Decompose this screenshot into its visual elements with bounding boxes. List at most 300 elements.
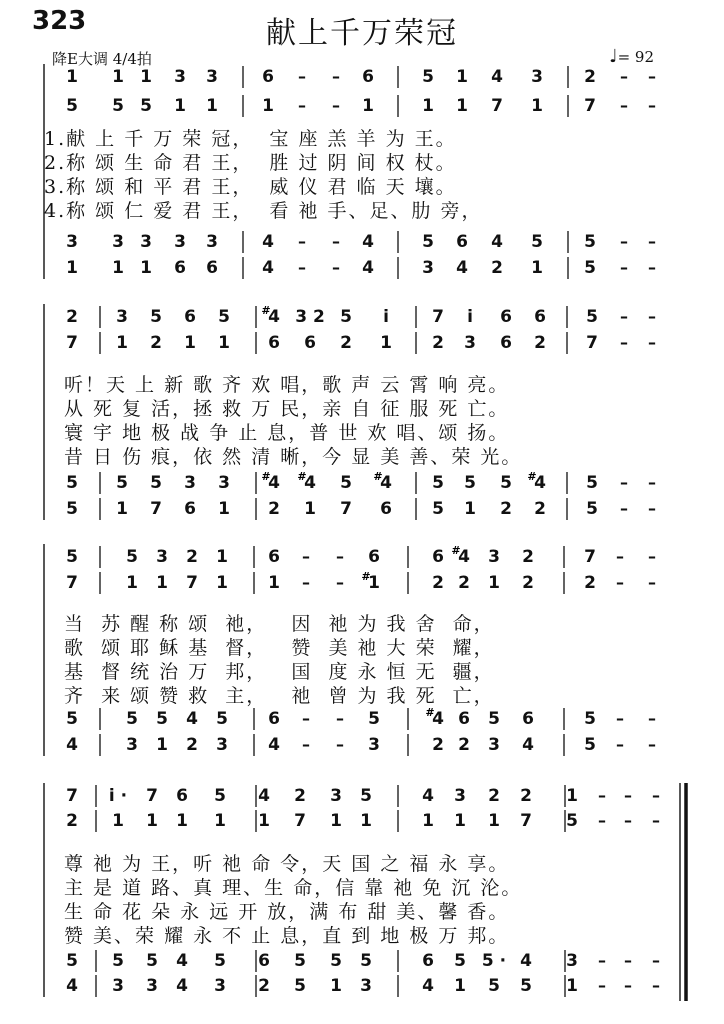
alto-note: 7 [66,573,78,593]
soprano-note: 5 [586,307,598,327]
dash-mark: – [648,232,656,251]
bass-note: 2 [491,258,503,278]
bass-note: 3 [112,976,124,996]
alto-note: 7 [586,333,598,353]
tenor-note: 6 [456,232,468,252]
tenor-note: 4 [362,232,374,252]
bass-note: 2 [258,976,270,996]
tenor-note: 4 [520,951,532,971]
bass-note: 3 [146,976,158,996]
alto-note: 7 [186,573,198,593]
dash-mark: – [336,573,344,592]
lyric-text: 基 督 统 治 万 邦， 国 度 永 恒 无 疆， [64,661,495,683]
alto-note: 1 [258,811,270,831]
alto-note: 6 [500,333,512,353]
soprano-note: 3 2 [295,307,325,327]
tenor-note: 5 [586,473,598,493]
bass-note: 4 [176,976,188,996]
lyric-text: 齐 来 颂 赞 救 主， 祂 曾 为 我 死 亡， [64,685,495,707]
dash-mark: – [620,307,628,326]
tenor-note: 5 [368,709,380,729]
bass-note: 5 [586,499,598,519]
alto-note: 5 [112,96,124,116]
lyric-text: 赞 美、荣 耀 永 不 止 息，直 到 地 极 万 邦。 [64,925,510,947]
dash-mark: – [616,735,624,754]
soprano-note: 5 [340,307,352,327]
soprano-note: 5 [126,547,138,567]
alto-note: 1 [330,811,342,831]
sharp-icon: # [261,304,271,317]
bass-note: 2 [458,735,470,755]
soprano-note: 2 [520,786,532,806]
bass-note: 1 [531,258,543,278]
tenor-note: 3 [112,232,124,252]
lyric-verse-1 [44,124,684,150]
lyric-verse-2 [64,873,704,899]
alto-note: 1 [116,333,128,353]
dash-mark: – [648,573,656,592]
tempo-value: = 92 [617,48,654,66]
bass-note: 5 [294,976,306,996]
alto-note: 1 [531,96,543,116]
soprano-note: 3 [454,786,466,806]
bass-note: 1 [140,258,152,278]
dash-mark: – [624,976,632,995]
alto-note: 1 [218,333,230,353]
soprano-note: 6 [362,67,374,87]
lyric-text: 当 苏 醒 称 颂 祂， 因 祂 为 我 舍 命， [64,613,495,635]
alto-note: 1 [422,811,434,831]
lyric-verse-1 [64,370,704,396]
bass-note: 2 [268,499,280,519]
soprano-note: 2 [186,547,198,567]
alto-note: 1 [216,573,228,593]
tenor-note: 5 [454,951,466,971]
lyric-text: 主 是 道 路、真 理、生 命，信 靠 祂 免 沉 沦。 [64,877,523,899]
sharp-icon: # [361,570,371,583]
dash-mark: – [616,709,624,728]
soprano-note: 3 [174,67,186,87]
bass-note: 1 [566,976,578,996]
bass-note: 6 [174,258,186,278]
tenor-note: 6 [268,709,280,729]
soprano-note: 3 [156,547,168,567]
tenor-note: 3 [566,951,578,971]
tenor-note: 3 [174,232,186,252]
alto-note: 1 [214,811,226,831]
alto-note: 1 [368,573,380,593]
bass-note: 4 [362,258,374,278]
soprano-note: 3 [116,307,128,327]
sharp-icon: # [373,470,383,483]
tenor-note: 5 [66,951,78,971]
soprano-note: 1 [216,547,228,567]
dash-mark: – [652,786,660,805]
dash-mark: – [598,786,606,805]
bass-note: 4 [262,258,274,278]
lyric-verse-3 [64,657,704,683]
alto-note: 2 [534,333,546,353]
tenor-note: 3 [140,232,152,252]
dash-mark: – [648,96,656,115]
lyric-text: 4.称 颂 仁 爱 君 王， 看 祂 手、足、肋 旁， [44,200,483,222]
bass-note: 4 [522,735,534,755]
dash-mark: – [652,811,660,830]
alto-note: 2 [432,333,444,353]
soprano-note: 5 [214,786,226,806]
dash-mark: – [332,232,340,251]
dash-mark: – [624,811,632,830]
dash-mark: – [620,333,628,352]
sharp-icon: # [297,470,307,483]
sharp-icon: # [451,544,461,557]
tenor-note: 5 [464,473,476,493]
bass-note: 1 [112,258,124,278]
bass-note: 6 [380,499,392,519]
lyric-verse-2 [44,148,684,174]
alto-note: 7 [491,96,503,116]
soprano-note: 4 [268,307,280,327]
alto-note: 1 [268,573,280,593]
key-signature: 降E大调 4/4拍 [52,50,152,68]
bass-note: 5 [584,735,596,755]
alto-note: 7 [66,333,78,353]
soprano-note: 1 [112,67,124,87]
lyric-verse-4 [44,196,684,222]
bass-note: 5 [520,976,532,996]
alto-note: 7 [520,811,532,831]
lyric-verse-3 [44,172,684,198]
alto-note: 1 [454,811,466,831]
bass-note: 1 [156,735,168,755]
bass-note: 6 [206,258,218,278]
dash-mark: – [620,67,628,86]
tenor-note: 4 [186,709,198,729]
tenor-note: 5 · [481,951,507,971]
tenor-note: 5 [584,232,596,252]
bass-note: 4 [422,976,434,996]
tenor-note: 6 [458,709,470,729]
bass-note: 2 [186,735,198,755]
lyric-verse-2 [64,633,704,659]
tenor-note: 5 [112,951,124,971]
bass-note: 3 [360,976,372,996]
dash-mark: – [302,735,310,754]
dash-mark: – [302,547,310,566]
tenor-note: 4 [268,473,280,493]
soprano-note: 5 [360,786,372,806]
alto-note: 1 [112,811,124,831]
dash-mark: – [598,811,606,830]
lyric-verse-1 [64,849,704,875]
alto-note: 5 [66,96,78,116]
dash-mark: – [332,67,340,86]
lyric-text: 歌 颂 耶 稣 基 督， 赞 美 祂 大 荣 耀， [64,637,495,659]
bass-note: 2 [534,499,546,519]
soprano-note: 1 [66,67,78,87]
dash-mark: – [620,96,628,115]
tenor-note: 5 [340,473,352,493]
tenor-note: 5 [66,709,78,729]
alto-note: 7 [584,96,596,116]
tenor-note: 3 [66,232,78,252]
dash-mark: – [648,547,656,566]
soprano-note: 6 [262,67,274,87]
alto-note: 2 [340,333,352,353]
lyric-text: 3.称 颂 和 平 君 王， 威 仪 君 临 天 壤。 [44,176,457,198]
bass-note: 1 [116,499,128,519]
bass-note: 4 [456,258,468,278]
soprano-note: 1 [566,786,578,806]
bass-note: 2 [500,499,512,519]
lyric-text: 昔 日 伤 痕，依 然 清 晰，今 显 美 善、荣 光。 [64,446,523,468]
bass-note: 5 [488,976,500,996]
alto-note: 2 [458,573,470,593]
alto-note: 5 [566,811,578,831]
sharp-icon: # [527,470,537,483]
tenor-note: 4 [432,709,444,729]
dash-mark: – [298,67,306,86]
bass-note: 4 [66,735,78,755]
soprano-note: 6 [184,307,196,327]
dash-mark: – [332,258,340,277]
soprano-note: 5 [150,307,162,327]
soprano-note: 7 [432,307,444,327]
dash-mark: – [598,951,606,970]
tenor-note: 5 [330,951,342,971]
dash-mark: – [620,232,628,251]
tenor-note: 4 [534,473,546,493]
tenor-note: 5 [584,709,596,729]
soprano-note: 2 [584,67,596,87]
lyric-verse-3 [64,897,704,923]
soprano-note: 2 [488,786,500,806]
tenor-note: 5 [116,473,128,493]
dash-mark: – [616,573,624,592]
tenor-note: 5 [66,473,78,493]
alto-note: 2 [66,811,78,831]
tenor-note: 3 [218,473,230,493]
tenor-note: 5 [500,473,512,493]
soprano-note: 1 [456,67,468,87]
bass-note: 3 [126,735,138,755]
soprano-note: 2 [66,307,78,327]
lyric-text: 2.称 颂 生 命 君 王， 胜 过 阴 间 权 杖。 [44,152,457,174]
alto-note: 3 [464,333,476,353]
tenor-note: 5 [531,232,543,252]
alto-note: 1 [488,573,500,593]
alto-note: 1 [380,333,392,353]
dash-mark: – [648,499,656,518]
lyric-text: 生 命 花 朵 永 远 开 放，满 布 甜 美、馨 香。 [64,901,510,923]
tenor-note: 6 [522,709,534,729]
soprano-note: 3 [330,786,342,806]
alto-note: 1 [262,96,274,116]
tenor-note: 5 [216,709,228,729]
soprano-note: 7 [66,786,78,806]
bass-note: 4 [66,976,78,996]
bass-note: 5 [66,499,78,519]
alto-note: 6 [304,333,316,353]
soprano-note: 5 [66,547,78,567]
dash-mark: – [620,258,628,277]
soprano-note: 6 [534,307,546,327]
dash-mark: – [336,735,344,754]
tenor-note: 5 [432,473,444,493]
dash-mark: – [648,709,656,728]
tenor-note: 6 [422,951,434,971]
dash-mark: – [298,232,306,251]
alto-note: 2 [584,573,596,593]
soprano-note: 5 [218,307,230,327]
tenor-note: 4 [491,232,503,252]
soprano-note: 3 [206,67,218,87]
tenor-note: 5 [146,951,158,971]
alto-note: 1 [126,573,138,593]
lyric-verse-4 [64,442,704,468]
dash-mark: – [648,258,656,277]
soprano-note: 1 [140,67,152,87]
tenor-note: 4 [176,951,188,971]
bass-note: 3 [214,976,226,996]
bass-note: 2 [432,735,444,755]
alto-note: 1 [184,333,196,353]
bass-note: 1 [218,499,230,519]
lyric-text: 尊 祂 为 王，听 祂 命 令，天 国 之 福 永 享。 [64,853,510,875]
tenor-note: 5 [156,709,168,729]
tenor-note: 5 [488,709,500,729]
soprano-note: 3 [531,67,543,87]
lyric-text: 从 死 复 活，拯 救 万 民，亲 自 征 服 死 亡。 [64,398,510,420]
lyric-verse-4 [64,681,704,707]
lyric-text: 寰 宇 地 极 战 争 止 息，普 世 欢 唱、颂 扬。 [64,422,510,444]
bass-note: 3 [488,735,500,755]
hymn-title: 献上千万荣冠 [266,16,458,51]
quarter-note-icon: ♩ [609,46,618,67]
dash-mark: – [648,307,656,326]
soprano-note: 6 [432,547,444,567]
tenor-note: 4 [304,473,316,493]
tenor-note: 5 [126,709,138,729]
lyric-verse-2 [64,394,704,420]
dash-mark: – [298,258,306,277]
soprano-note: 7 [146,786,158,806]
soprano-note: 6 [368,547,380,567]
tenor-note: 6 [258,951,270,971]
alto-note: 2 [522,573,534,593]
dash-mark: – [336,709,344,728]
tenor-note: 3 [184,473,196,493]
soprano-note: 4 [258,786,270,806]
soprano-note: 6 [176,786,188,806]
bass-note: 3 [368,735,380,755]
lyric-verse-4 [64,921,704,947]
alto-note: 7 [294,811,306,831]
soprano-note: 4 [422,786,434,806]
bass-note: 1 [330,976,342,996]
alto-note: 1 [456,96,468,116]
bass-note: 7 [340,499,352,519]
soprano-note: i [467,307,473,327]
alto-note: 1 [362,96,374,116]
lyric-text: 听！天 上 新 歌 齐 欢 唱，歌 声 云 霄 响 亮。 [64,374,510,396]
dash-mark: – [616,547,624,566]
alto-note: 6 [268,333,280,353]
soprano-note: 4 [491,67,503,87]
dash-mark: – [648,735,656,754]
dash-mark: – [624,786,632,805]
dash-mark: – [598,976,606,995]
dash-mark: – [332,96,340,115]
hymn-number: 323 [32,6,87,36]
dash-mark: – [298,96,306,115]
soprano-note: 6 [500,307,512,327]
lyric-verse-1 [64,609,704,635]
alto-note: 1 [174,96,186,116]
tenor-note: 4 [380,473,392,493]
soprano-note: 5 [422,67,434,87]
alto-note: 1 [206,96,218,116]
bass-note: 7 [150,499,162,519]
soprano-note: 3 [488,547,500,567]
tenor-note: 5 [294,951,306,971]
tenor-note: 5 [150,473,162,493]
bass-note: 5 [584,258,596,278]
soprano-note: i [383,307,389,327]
alto-note: 1 [176,811,188,831]
tenor-note: 4 [262,232,274,252]
dash-mark: – [336,547,344,566]
tenor-note: 5 [422,232,434,252]
dash-mark: – [624,951,632,970]
soprano-note: 7 [584,547,596,567]
tenor-note: 3 [206,232,218,252]
lyric-verse-3 [64,418,704,444]
dash-mark: – [302,573,310,592]
alto-note: 5 [140,96,152,116]
alto-note: 1 [146,811,158,831]
tenor-note: 5 [360,951,372,971]
bass-note: 1 [464,499,476,519]
bass-note: 3 [422,258,434,278]
lyric-text: 1.献 上 千 万 荣 冠， 宝 座 羔 羊 为 王。 [44,128,457,150]
dash-mark: – [620,473,628,492]
tenor-note: 5 [214,951,226,971]
soprano-note: 6 [268,547,280,567]
sharp-icon: # [261,470,271,483]
alto-note: 1 [156,573,168,593]
dash-mark: – [648,333,656,352]
alto-note: 1 [360,811,372,831]
bass-note: 3 [216,735,228,755]
dash-mark: – [652,951,660,970]
dash-mark: – [620,499,628,518]
soprano-note: 2 [522,547,534,567]
sharp-icon: # [425,706,435,719]
dash-mark: – [648,67,656,86]
bass-note: 1 [66,258,78,278]
soprano-note: i · [108,786,128,806]
bass-note: 1 [454,976,466,996]
dash-mark: – [648,473,656,492]
dash-mark: – [302,709,310,728]
bass-note: 1 [304,499,316,519]
soprano-note: 4 [458,547,470,567]
alto-note: 1 [422,96,434,116]
bass-note: 5 [432,499,444,519]
bass-note: 4 [268,735,280,755]
alto-note: 2 [432,573,444,593]
